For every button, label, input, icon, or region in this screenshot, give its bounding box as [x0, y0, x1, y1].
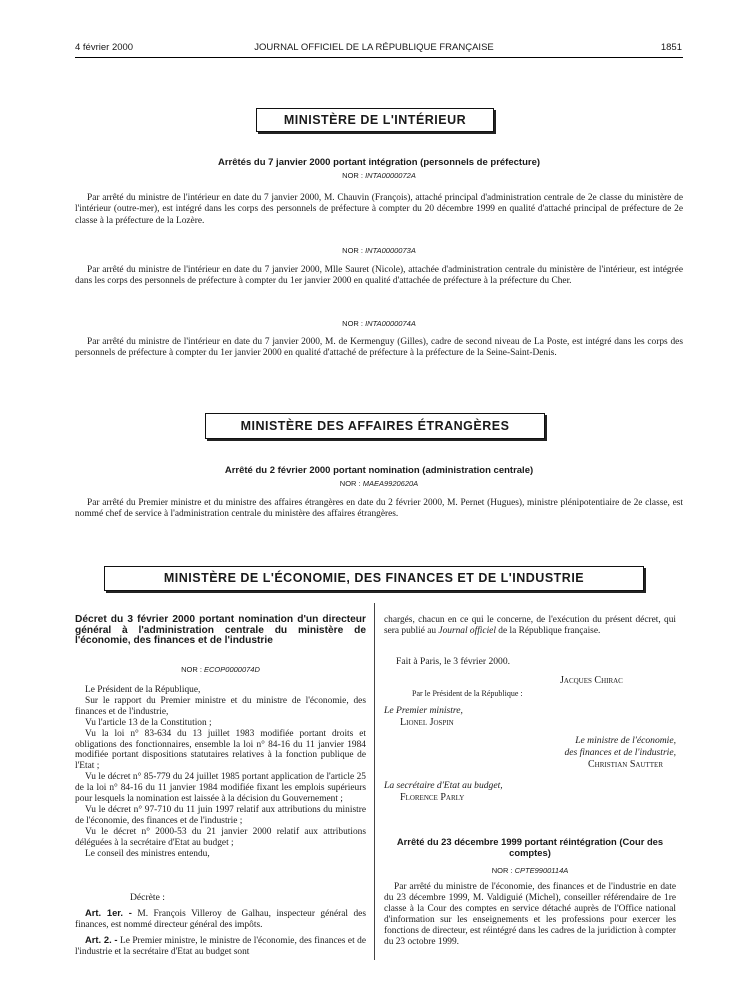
nor-reference: NOR : INTA0000072A	[342, 171, 416, 180]
signature-sautter: Christian Sautter	[587, 759, 663, 770]
visa-paragraph: Le conseil des ministres entendu,	[85, 848, 210, 859]
visa-paragraph: Le Président de la République,	[85, 685, 201, 695]
arrete-title-affaires: Arrêté du 2 février 2000 portant nomination (administration centrale)	[224, 465, 534, 476]
signature-chirac: Jacques Chirac	[560, 675, 623, 686]
article-1: Art. 1er. - M. François Villeroy de Galhau, inspecteur général des finances, est nommé directeur général des impôts.	[75, 907, 366, 930]
paragraph-chauvin: Par arrêté du ministre de l'intérieur en date du 7 janvier 2000, M. Chauvin (François), attaché principal d'administration centrale de 2e classe du ministère de l'intérieur (outre-mer), est intégré dans les corps des personnels de préfecture à compter du 20 décembre 1999 en qualité d'attaché principal de préfecture de 2e classe à la préfecture de la Lozère.	[75, 193, 683, 226]
visa-paragraph: Vu l'article 13 de la Constitution ;	[85, 717, 212, 728]
par-le-president: Par le Président de la République :	[412, 689, 523, 698]
journal-title: JOURNAL OFFICIEL DE LA RÉPUBLIQUE FRANÇAISE	[254, 42, 494, 53]
visa-paragraph: Vu la loi n° 83-634 du 13 juillet 1983 modifiée portant droits et obligations des fonctionnaires, ensemble la loi n° 84-16 du 11 janvier 1984 modifiée portant dispositions statutaires relatives à la fonction publique de l'Etat ;	[75, 728, 366, 772]
nor-reference: NOR : CPTE9900114A	[491, 866, 569, 875]
article-2: Art. 2. - Le Premier ministre, le ministre de l'économie, des finances et de l'industrie et la secrétaire d'Etat au budget sont	[75, 933, 366, 957]
visa-paragraph: Vu le décret n° 2000-53 du 21 janvier 2000 relatif aux attributions déléguées à la secrétaire d'Etat au budget ;	[75, 826, 366, 848]
nor-reference: NOR : INTA0000074A	[342, 319, 416, 328]
nor-reference: NOR : MAEA9920620A	[339, 479, 419, 488]
ministre-role: Le ministre de l'économie,	[575, 735, 676, 746]
paragraph-kermenguy: Par arrêté du ministre de l'intérieur en date du 7 janvier 2000, M. de Kermenguy (Gilles), cadre de second niveau de La Poste, est intégré dans les corps des personnels de préfecture à compter du 1er janvier 2000 en qualité d'attaché de préfecture à la préfecture de la Seine-Saint-Denis.	[75, 337, 683, 359]
column-divider	[374, 603, 375, 960]
decret-execution: chargés, chacun en ce qui le concerne, de l'exécution du présent décret, qui sera publié au Journal officiel de la République française.	[384, 615, 676, 636]
secretaire-role: La secrétaire d'Etat au budget,	[384, 780, 503, 791]
visa-paragraph: Vu le décret n° 85-779 du 24 juillet 1985 portant application de l'article 25 de la loi n° 84-16 du 11 janvier 1984 modifiée fixant les emplois supérieurs pour lesquels la nomination est laissée à la décision du Gouvernement ;	[75, 772, 366, 805]
fait-a-paris: Fait à Paris, le 3 février 2000.	[396, 656, 511, 667]
decret-title: Décret du 3 février 2000 portant nomination d'un directeur général à l'administration centrale du ministère de l'économie, des finances et de l'industrie	[75, 614, 366, 647]
premier-ministre-role: Le Premier ministre,	[384, 705, 463, 716]
signature-parly: Florence Parly	[400, 792, 465, 803]
nor-reference: NOR : ECOP0000074D	[181, 665, 260, 674]
signature-jospin: Lionel Jospin	[400, 717, 454, 728]
nor-reference: NOR : INTA0000073A	[342, 246, 416, 255]
arrete-title-cour-des-comptes: Arrêté du 23 décembre 1999 portant réintégration (Cour des comptes)	[396, 836, 664, 858]
decret-visas	[75, 685, 366, 860]
paragraph-pernet: Par arrêté du Premier ministre et du ministre des affaires étrangères en date du 2 février 2000, M. Pernet (Hugues), ministre plénipotentiaire de 2e classe, est nommé chef de service à l'administration centrale du ministère des affaires étrangères.	[75, 498, 683, 520]
section-heading-affaires-etrangeres: MINISTÈRE DES AFFAIRES ÉTRANGÈRES	[205, 413, 545, 439]
section-heading-interieur: MINISTÈRE DE L'INTÉRIEUR	[256, 108, 494, 132]
arrete-title-interieur: Arrêtés du 7 janvier 2000 portant intégration (personnels de préfecture)	[217, 157, 541, 168]
page-date: 4 février 2000	[75, 42, 134, 53]
paragraph-valdiguie: Par arrêté du ministre de l'économie, des finances et de l'industrie en date du 23 décembre 1999, M. Valdiguié (Michel), conseiller référendaire de 1re classe à la Cour des comptes en service détaché auprès de l'Office national d'information sur les enseignements et les professions pour exercer les fonctions de directeur, est réintégré dans les cadres de la juridiction à compter du 23 octobre 1999.	[384, 882, 676, 947]
visa-paragraph: Sur le rapport du Premier ministre et du ministre de l'économie, des finances et de l'industrie,	[75, 695, 366, 717]
section-heading-economie: MINISTÈRE DE L'ÉCONOMIE, DES FINANCES ET DE L'INDUSTRIE	[104, 566, 644, 591]
page-number: 1851	[660, 42, 682, 53]
visa-paragraph: Vu le décret n° 97-710 du 11 juin 1997 relatif aux attributions du ministre de l'économie, des finances et de l'industrie ;	[75, 804, 366, 826]
paragraph-sauret: Par arrêté du ministre de l'intérieur en date du 7 janvier 2000, Mlle Sauret (Nicole), attachée d'administration centrale du ministère de l'intérieur, est intégrée dans les corps des personnels de préfecture à compter du 1er janvier 2000 en qualité d'attachée de préfecture à la préfecture du Cher.	[75, 265, 683, 287]
articles	[75, 908, 366, 958]
header-rule	[75, 57, 683, 58]
ministre-role: des finances et de l'industrie,	[564, 747, 676, 758]
decrete-label: Décrète :	[130, 892, 165, 903]
